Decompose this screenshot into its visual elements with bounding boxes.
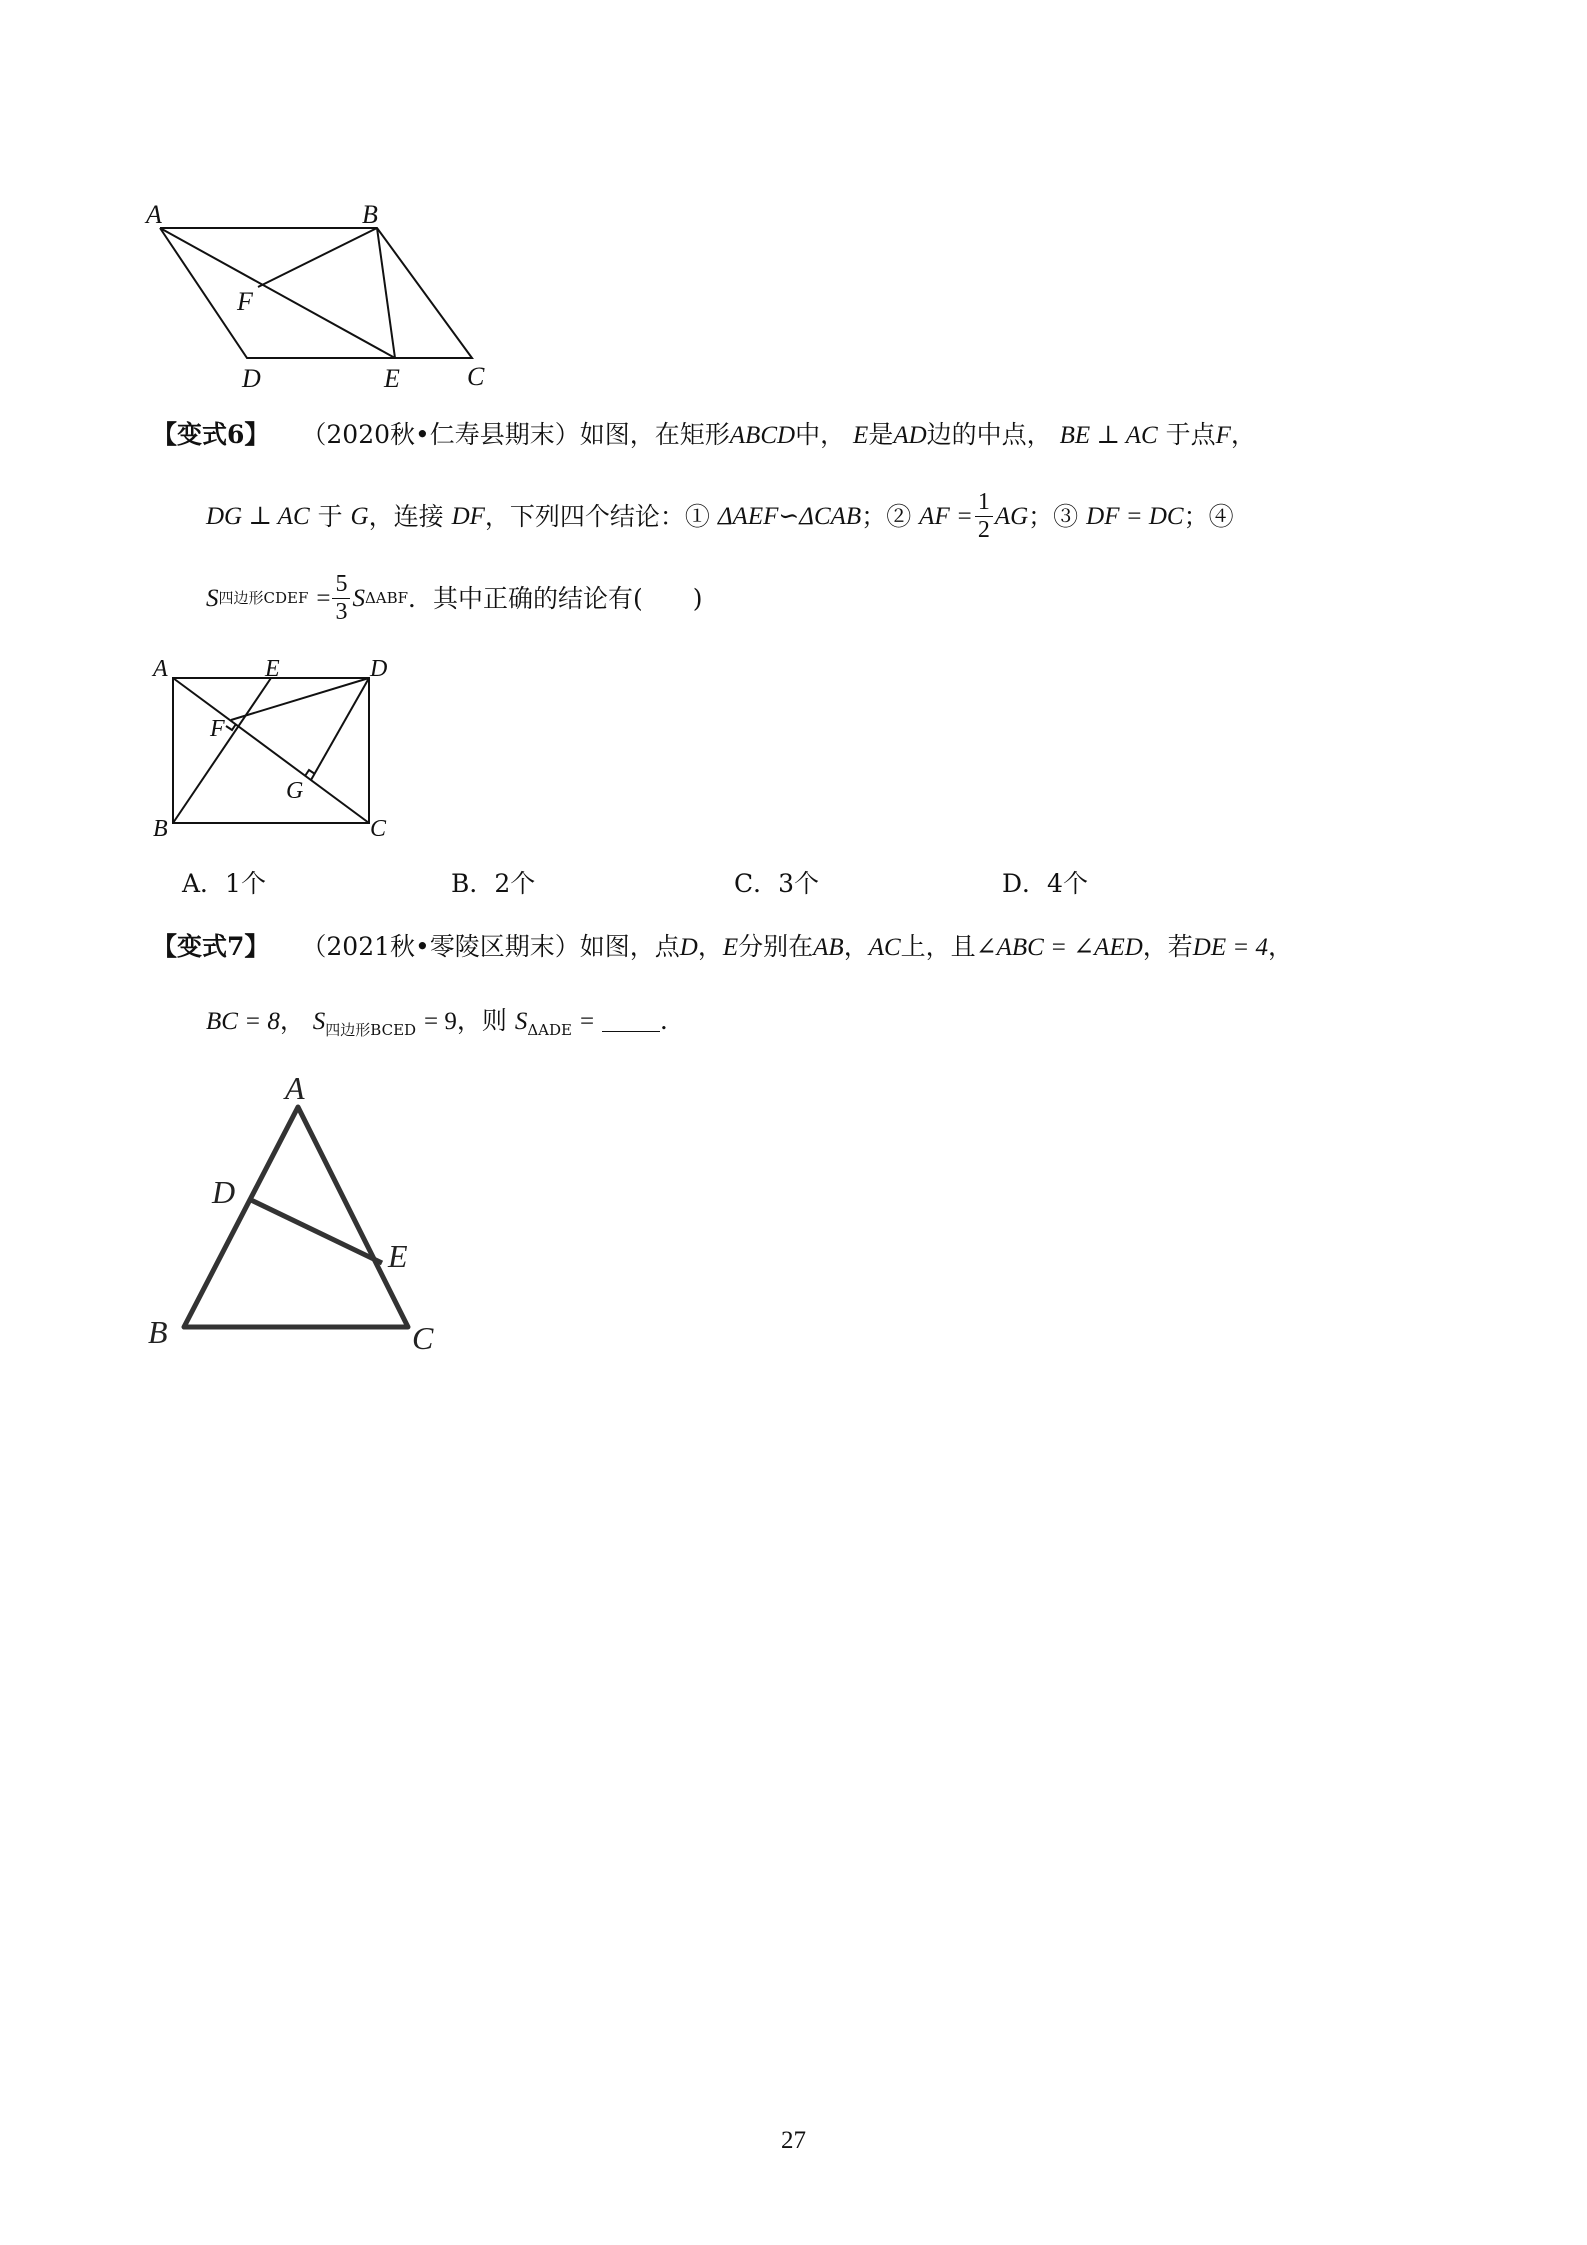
q6-line-2: DG ⊥ AC 于 G ，连接 DF ，下列四个结论：① ΔAEF∽ΔCAB ；② AF = $\frac{1}{2}$ AG ；③ DF = DC ；④ [206,489,1234,543]
label-A2: A [153,656,168,682]
fraction-five-thirds: $\frac{5}{3}$ [332,571,350,625]
label-E2: E [265,656,280,682]
option-d: D．4个 [1002,869,1088,898]
q6-line-3: S 四边形CDEF = $\frac{5}{3}$ S ΔABF ．其中正确的结论有( ) [206,571,703,625]
label-A3: A [285,1070,305,1106]
label-C2: C [370,816,387,842]
label-D: D [242,364,261,393]
answer-blank[interactable] [602,1011,660,1032]
label-B: B [362,200,378,229]
triangle-figure [140,1065,460,1365]
conclusion-1: ΔAEF∽ΔCAB [717,502,862,530]
label-E: E [384,364,400,393]
label-A: A [146,200,162,229]
label-D3: D [212,1174,236,1210]
label-C3: C [412,1320,434,1356]
label-C: C [467,362,485,391]
label-G2: G [286,778,304,804]
q7-line-1: 【变式7】 （2021秋•零陵区期末）如图，点D，E分别在AB，AC上，且∠ABC = ∠AED，若DE = 4， [152,932,1293,961]
page-number: 27 [781,2127,806,2154]
rectangle-figure [145,648,405,843]
option-c: C．3个 [734,869,820,898]
label-D2: D [370,656,388,682]
conclusion-3: DF = DC [1086,502,1184,530]
parallelogram-figure [130,195,510,405]
label-B3: B [148,1314,168,1350]
label-F2: F [210,716,225,742]
label-F: F [237,287,253,316]
q7-tag: 【变式7】 [152,932,270,961]
q7-line-2: BC = 8， $S_{四边形BCED} = 9$，则 $S_{\Delta ADE}$ = ． [206,1006,686,1039]
option-b: B．2个 [451,869,536,898]
option-a: A．1个 [182,869,266,898]
label-B2: B [153,816,168,842]
q6-line-1: 【变式6】 （2020秋•仁寿县期末）如图，在矩形ABCD中， E是AD边的中点， BE ⊥ AC 于点F， [152,420,1256,449]
fraction-one-half: $\frac{1}{2}$ [975,489,993,543]
q6-tag: 【变式6】 [152,420,270,449]
label-E3: E [388,1238,408,1274]
